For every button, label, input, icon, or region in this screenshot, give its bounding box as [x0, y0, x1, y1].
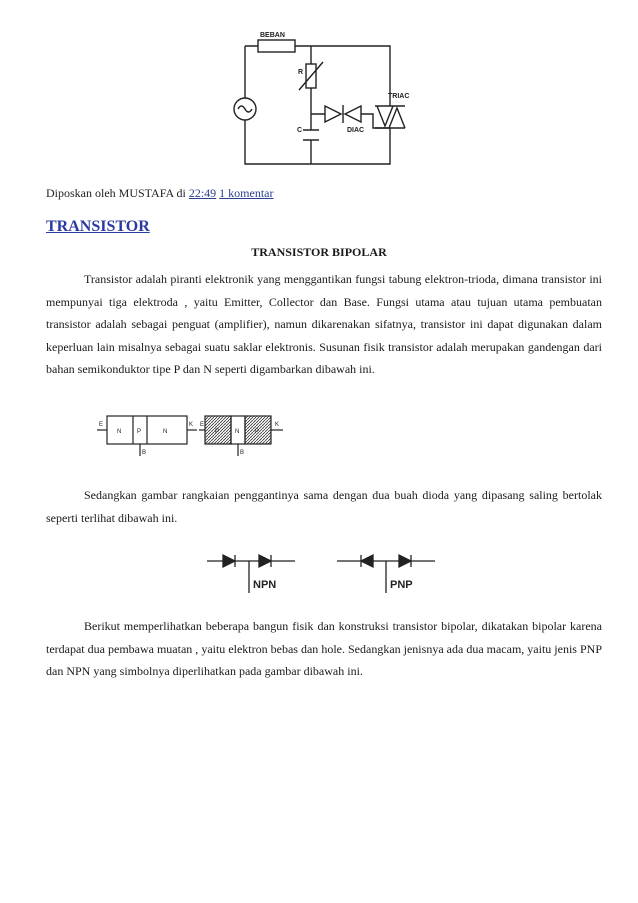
capacitor-label: C [297, 127, 303, 134]
sine-symbol [238, 106, 252, 112]
npn-layer-2: P [137, 429, 142, 435]
triac-diac-circuit-figure [225, 28, 415, 168]
npn-layer-1: N [117, 429, 122, 435]
post-meta [46, 186, 274, 201]
npn-diode-left [223, 555, 235, 567]
diac-label: DIAC [347, 127, 365, 134]
circuit-wires [245, 46, 390, 164]
pnp-layer-2: N [235, 429, 240, 435]
npn-left-label: E [99, 422, 104, 428]
pnp-layer-1: P [215, 429, 220, 435]
comments-link[interactable]: 1 komentar [219, 186, 274, 200]
triac-circuit-svg [225, 28, 415, 168]
paragraph-2: Sedangkan gambar rangkaian penggantinya sama dengan dua buah dioda yang dipasang saling bertolak seperti terlihat dibawah ini. [46, 488, 602, 525]
npn-right-label: K [189, 422, 194, 428]
paragraph-1: Transistor adalah piranti elektronik yang menggantikan fungsi tabung elektron-trioda, dimana transistor ini mempunyai tiga elektroda , yaitu Emitter, Collector dan Base. Fungsi utama atau tujuan utama pembuatan transistor adalah sebagai penguat (amplifier), namun dikarenakan sifatnya, transistor ini dapat digunakan dalam keperluan lain misalnya sebagai suatu saklar elektronis. Susunan fisik transistor adalah merupakan gandengan dari bahan semikonduktor tipe P dan N seperti digambarkan dibawah ini. [46, 272, 602, 376]
npn-layer-3: N [163, 429, 168, 435]
pnp-diode-right [399, 555, 411, 567]
post-author-prefix: Diposkan oleh MUSTAFA di [46, 186, 189, 200]
npn-base-label: B [142, 450, 147, 456]
pnp-right-label: K [275, 422, 280, 428]
triac-symbol [375, 106, 405, 128]
pnp-diode-left [361, 555, 373, 567]
pnp-left-label: E [200, 422, 205, 428]
triac-label: TRIAC [388, 93, 410, 100]
diac-symbol [325, 105, 361, 123]
pnp-layer-3: P [255, 429, 260, 435]
pnp-label: PNP [390, 579, 413, 591]
capacitor-plates [303, 130, 319, 140]
load-resistor [258, 40, 295, 52]
npn-label: NPN [253, 579, 277, 591]
diode-equivalent-figure [205, 545, 445, 595]
pnp-base-label: B [240, 450, 245, 456]
paragraph-3: Berikut memperlihatkan beberapa bangun fisik dan konstruksi transistor bipolar, dikatakan bipolar karena terdapat dua pembawa muatan , yaitu elektron bebas dan hole. Sedangkan jenisnya ada dua macam, yaitu jenis PNP dan NPN yang simbolnya diperlihatkan pada gambar dibawah ini. [46, 619, 602, 678]
transistor-structure-figure [97, 408, 297, 458]
section-heading: TRANSISTOR BIPOLAR [251, 245, 387, 259]
npn-diode-right [259, 555, 271, 567]
post-title[interactable]: TRANSISTOR [46, 218, 150, 235]
structure-svg [97, 408, 297, 458]
load-label: BEBAN [260, 32, 285, 39]
resistor-label: R [298, 69, 304, 76]
variable-arrow [299, 62, 323, 90]
post-time-link[interactable]: 22:49 [188, 186, 217, 200]
diode-equivalent-svg [205, 545, 445, 595]
